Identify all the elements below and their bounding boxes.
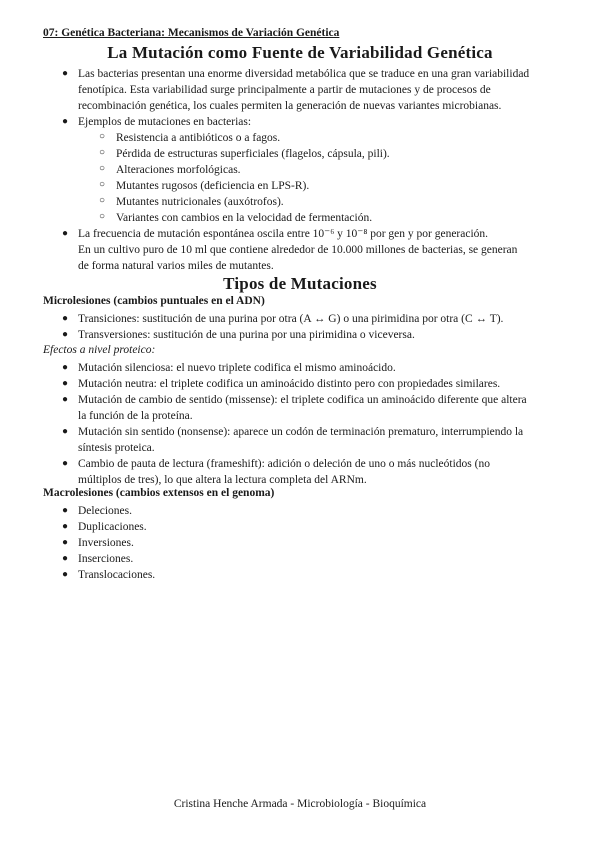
list-item-continued: la función de la proteína. (78, 410, 193, 422)
macrolesions-heading: Macrolesiones (cambios extensos en el genoma) (43, 487, 275, 499)
bullet-icon: ● (62, 362, 69, 373)
list-item: Mutación de cambio de sentido (missense): el triplete codifica un aminoácido diferente que altera (78, 394, 527, 406)
paragraph-line: La frecuencia de mutación espontánea oscila entre 10⁻⁶ y 10⁻⁸ por gen y por generación. (78, 228, 489, 240)
circle-bullet-icon: ○ (99, 179, 106, 190)
list-item: Cambio de pauta de lectura (frameshift): adición o deleción de uno o más nucleótidos (no (78, 458, 490, 470)
circle-bullet-icon: ○ (99, 163, 106, 174)
circle-bullet-icon: ○ (99, 131, 106, 142)
circle-bullet-icon: ○ (99, 195, 106, 206)
chapter-header: 07: Genética Bacteriana: Mecanismos de Variación Genética (43, 27, 340, 39)
list-item: Mutantes rugosos (deficiencia en LPS-R). (116, 180, 310, 192)
paragraph-line: de forma natural varios miles de mutantes. (78, 260, 274, 272)
bullet-icon: ● (62, 116, 69, 127)
paragraph-line: Ejemplos de mutaciones en bacterias: (78, 116, 252, 128)
bullet-icon: ● (62, 426, 69, 437)
bullet-icon: ● (62, 228, 69, 239)
list-item-continued: múltiplos de tres), lo que altera la lectura completa del ARNm. (78, 474, 367, 486)
list-item: Deleciones. (78, 505, 132, 517)
list-item: Duplicaciones. (78, 521, 147, 533)
paragraph-line: fenotípica. Esta variabilidad surge principalmente a partir de mutaciones y de procesos de (78, 84, 491, 96)
bullet-icon: ● (62, 569, 69, 580)
paragraph-line: recombinación genética, los cuales permiten la generación de nuevas variantes microbianas. (78, 100, 502, 112)
list-item: Resistencia a antibióticos o a fagos. (116, 132, 281, 144)
list-item: Inserciones. (78, 553, 134, 565)
bullet-icon: ● (62, 537, 69, 548)
bullet-icon: ● (62, 378, 69, 389)
list-item: Alteraciones morfológicas. (116, 164, 241, 176)
list-item: Inversiones. (78, 537, 134, 549)
paragraph-line: Las bacterias presentan una enorme diversidad metabólica que se traduce en una gran variabilidad (78, 68, 530, 80)
list-item-continued: síntesis proteica. (78, 442, 155, 454)
list-item: Transiciones: sustitución de una purina por otra (A ↔ G) o una pirimidina por otra (C ↔ T). (78, 313, 504, 325)
page-footer: Cristina Henche Armada - Microbiología - Bioquímica (173, 798, 427, 810)
section-title-mutation: La Mutación como Fuente de Variabilidad Genética (107, 43, 493, 62)
circle-bullet-icon: ○ (99, 147, 106, 158)
list-item: Mutación neutra: el triplete codifica un aminoácido distinto pero con propiedades similares. (78, 378, 501, 390)
bullet-icon: ● (62, 553, 69, 564)
circle-bullet-icon: ○ (99, 211, 106, 222)
bullet-icon: ● (62, 521, 69, 532)
bullet-icon: ● (62, 313, 69, 324)
list-item: Pérdida de estructuras superficiales (flagelos, cápsula, pili). (116, 148, 390, 160)
bullet-icon: ● (62, 329, 69, 340)
list-item: Translocaciones. (78, 569, 156, 581)
paragraph-line: En un cultivo puro de 10 ml que contiene alrededor de 10.000 millones de bacterias, se generan (78, 244, 518, 256)
bullet-icon: ● (62, 458, 69, 469)
bullet-icon: ● (62, 68, 69, 79)
section-title-types: Tipos de Mutaciones (223, 274, 377, 293)
effects-heading: Efectos a nivel proteico: (43, 344, 156, 356)
list-item: Mutación sin sentido (nonsense): aparece un codón de terminación prematuro, interrumpiendo la (78, 426, 524, 438)
list-item: Mutantes nutricionales (auxótrofos). (116, 196, 284, 208)
list-item: Transversiones: sustitución de una purina por una pirimidina o viceversa. (78, 329, 415, 341)
list-item: Variantes con cambios en la velocidad de fermentación. (116, 212, 373, 224)
bullet-icon: ● (62, 505, 69, 516)
bullet-icon: ● (62, 394, 69, 405)
list-item: Mutación silenciosa: el nuevo triplete codifica el mismo aminoácido. (78, 362, 396, 374)
microlesions-heading: Microlesiones (cambios puntuales en el ADN) (43, 295, 265, 307)
